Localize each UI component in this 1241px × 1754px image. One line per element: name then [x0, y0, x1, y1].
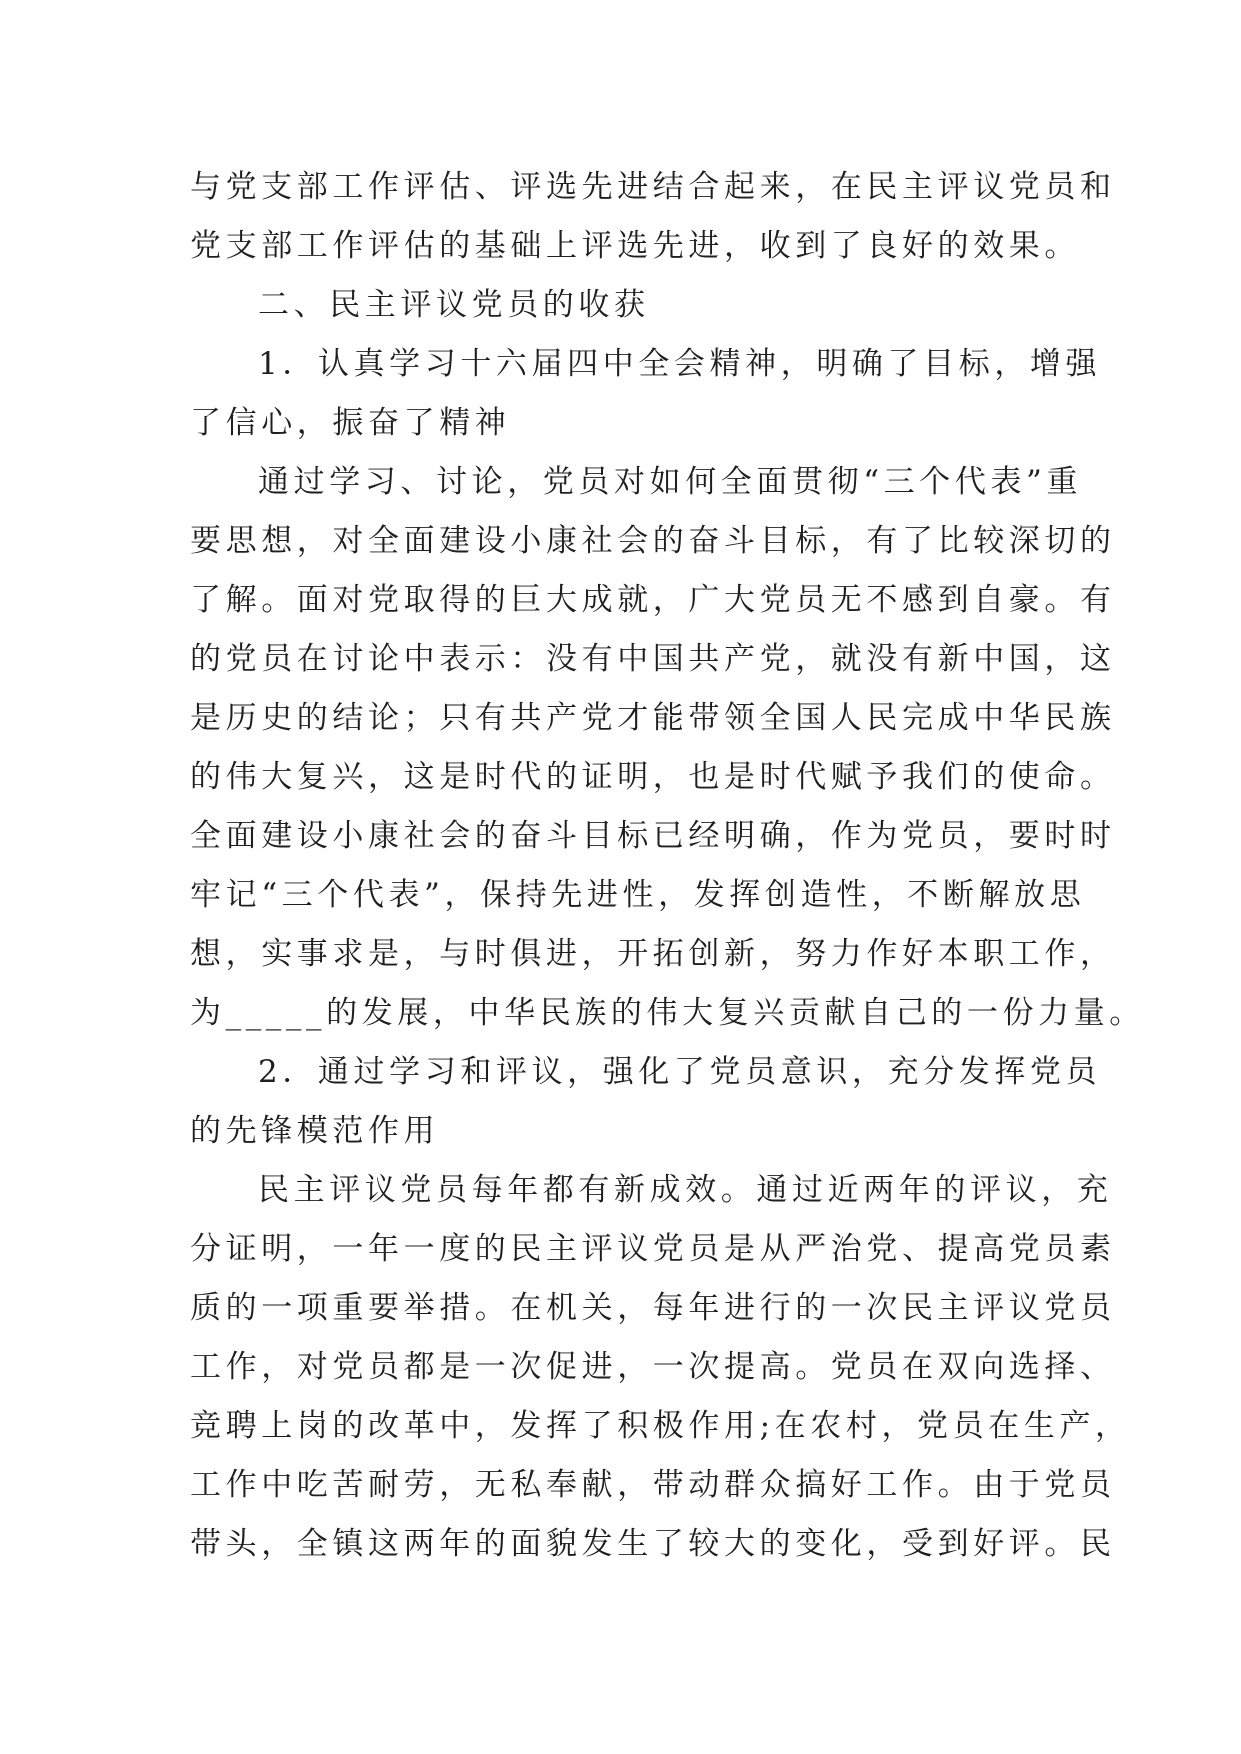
text-line-1: 与党支部工作评估、评选先进结合起来，在民主评议党员和 [190, 169, 1116, 205]
paragraph-2-line-2: 分证明，一年一度的民主评议党员是从严治党、提高党员素 [190, 1231, 1116, 1267]
paragraph-1-line-6: 的伟大复兴，这是时代的证明，也是时代赋予我们的使命。 [190, 759, 1116, 795]
paragraph-2-line-7: 带头，全镇这两年的面貌发生了较大的变化，受到好评。民 [190, 1526, 1116, 1562]
subheading-2: 2．通过学习和评议，强化了党员意识，充分发挥党员 [258, 1054, 1102, 1090]
paragraph-1-line-2: 要思想，对全面建设小康社会的奋斗目标，有了比较深切的 [190, 523, 1116, 559]
subheading-1: 1．认真学习十六届四中全会精神，明确了目标，增强 [258, 346, 1102, 382]
paragraph-2-line-3: 质的一项重要举措。在机关，每年进行的一次民主评议党员 [190, 1290, 1116, 1326]
paragraph-1-line-9: 想，实事求是，与时俱进，开拓创新，努力作好本职工作， [190, 936, 1116, 972]
section-heading: 二、民主评议党员的收获 [258, 287, 650, 323]
paragraph-1-line-1: 通过学习、讨论，党员对如何全面贯彻“三个代表”重 [258, 464, 1083, 500]
paragraph-1-line-5: 是历史的结论；只有共产党才能带领全国人民完成中华民族 [190, 700, 1116, 736]
paragraph-1-line-10: 为_____的发展，中华民族的伟大复兴贡献自己的一份力量。 [190, 995, 1145, 1031]
paragraph-1-line-8: 牢记“三个代表”，保持先进性，发挥创造性，不断解放思 [190, 877, 1086, 913]
document-body [190, 158, 1145, 1574]
text-line-2: 党支部工作评估的基础上评选先进，收到了良好的效果。 [190, 228, 1080, 264]
paragraph-2-line-6: 工作中吃苦耐劳，无私奉献，带动群众搞好工作。由于党员 [190, 1467, 1116, 1503]
subheading-2-cont: 的先锋模范作用 [190, 1113, 440, 1149]
paragraph-1-line-7: 全面建设小康社会的奋斗目标已经明确，作为党员，要时时 [190, 818, 1116, 854]
paragraph-2-line-5: 竞聘上岗的改革中，发挥了积极作用;在农村，党员在生产， [190, 1408, 1131, 1444]
paragraph-2-line-4: 工作，对党员都是一次促进，一次提高。党员在双向选择、 [190, 1349, 1116, 1385]
paragraph-1-line-4: 的党员在讨论中表示：没有中国共产党，就没有新中国，这 [190, 641, 1116, 677]
paragraph-1-line-3: 了解。面对党取得的巨大成就，广大党员无不感到自豪。有 [190, 582, 1116, 618]
paragraph-2-line-1: 民主评议党员每年都有新成效。通过近两年的评议，充 [258, 1172, 1113, 1208]
subheading-1-cont: 了信心，振奋了精神 [190, 405, 511, 441]
